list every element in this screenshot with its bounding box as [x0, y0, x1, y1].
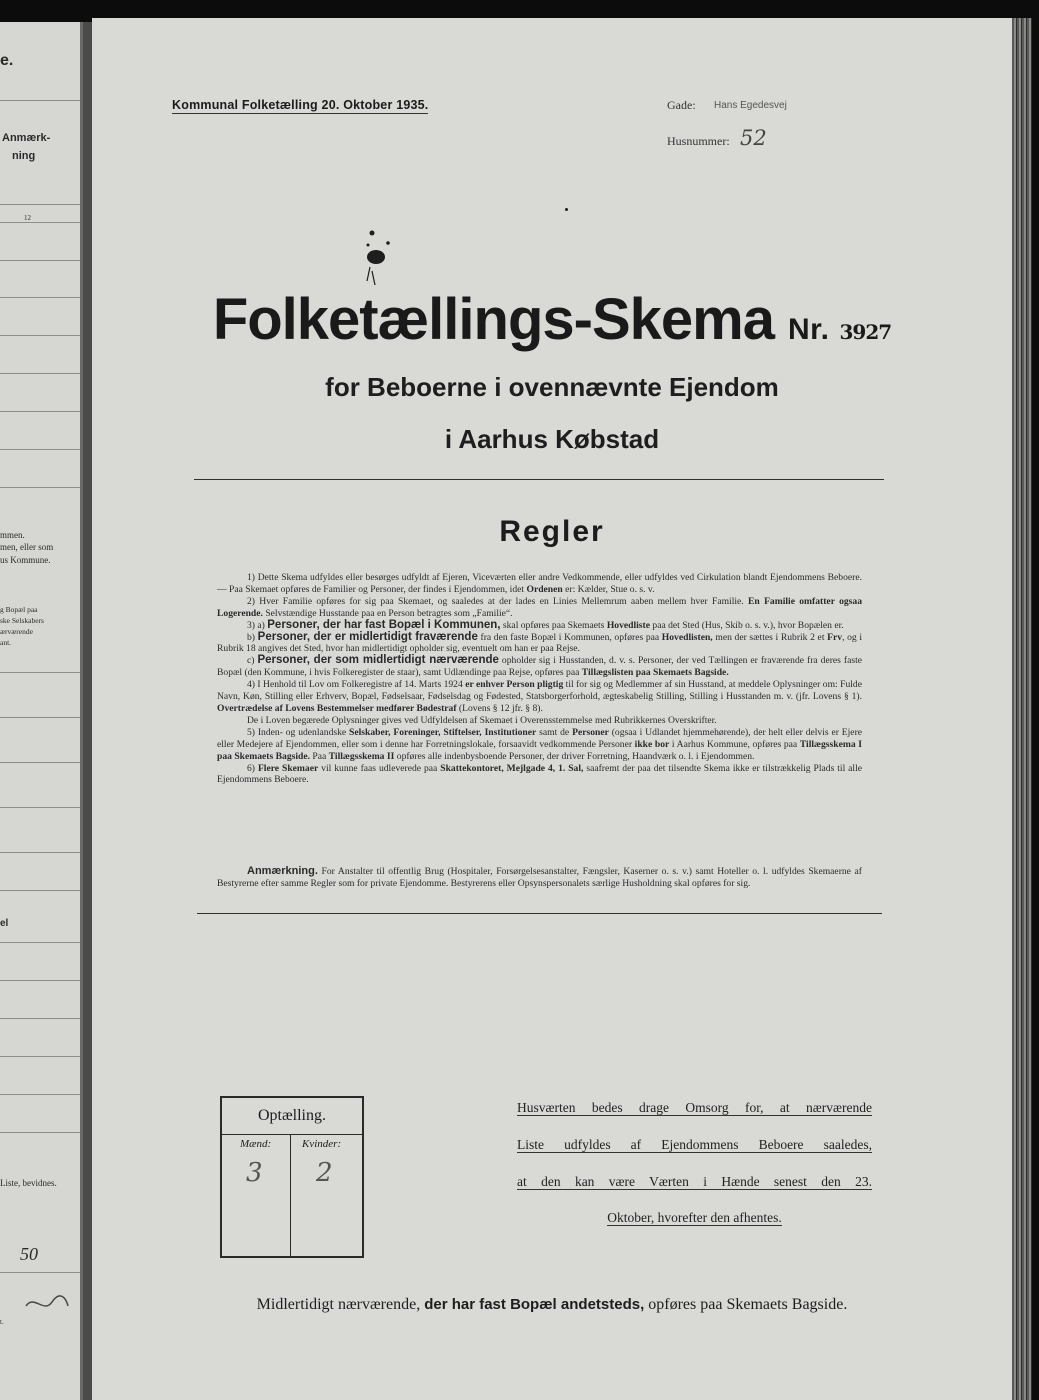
left-rule — [0, 449, 80, 450]
left-fragment-text: ant. — [0, 638, 12, 647]
rule-5: 5) Inden- og udenlandske Selskaber, Foreninger, Stiftelser, Institutioner samt de Personer (ogsaa i Udlandet hjemmehørende), der helt eller delvis er Ejere eller Medejere af Ejendommen, eller som i denne har Forretningslokale, forsaavidt vedkommende Personer ikke bor i Aarhus Kommune, opføres paa Tillægsskema I paa Skemaets Bagside. Paa Tillægsskema II opføres alle indenbysboende Personer, der driver Forretning, Haandværk o. l. i Ejendommen. — [217, 726, 863, 762]
left-fragment-text: men, eller som — [0, 542, 54, 552]
left-fragment-text: us Kommune. — [0, 555, 51, 565]
remark-text: For Anstalter til offentlig Brug (Hospitaler, Forsørgelsesanstalter, Fængsler, Kaserner o. s. v.) samt Hoteller o. l. udfyldes Skemaerne af Bestyrerne efter samme Regler som for private Ejendomme. Bestyrerens eller Opsynspersonalets særlige Husholdning skal opføres for sig. — [217, 866, 862, 889]
men-count: 3 — [246, 1158, 263, 1188]
left-fragment-text: t. — [0, 1318, 4, 1326]
men-label: Mænd: — [240, 1138, 272, 1150]
form-title — [92, 286, 1012, 353]
rules-body — [217, 572, 862, 786]
rule-3a: 3) a) Personer, der har fast Bopæl i Kommunen, skal opføres paa Skemaets Hovedliste paa det Sted (Hus, Skib o. s. v.), hvor Bopælen er. — [247, 618, 844, 631]
left-signature-scribble — [22, 1292, 72, 1316]
left-rule — [0, 1056, 80, 1057]
tally-box — [220, 1096, 364, 1258]
divider-rule — [197, 913, 882, 914]
left-rule — [0, 762, 80, 763]
rule-3b: b) Personer, der er midlertidigt fraværende fra den faste Bopæl i Kommunen, opføres paa Hovedlisten, men der sættes i Rubrik 2 et Frv, og i Rubrik 18 angives det Sted, hvor han midlertidigt opholder sig, eventuelt om han er paa Rejse. — [217, 630, 863, 655]
left-handwritten-number: 50 — [20, 1244, 38, 1264]
left-rule — [0, 100, 80, 101]
left-rule — [0, 717, 80, 718]
house-number-value: 52 — [740, 126, 767, 150]
ink-blot — [362, 223, 402, 289]
left-rule — [0, 335, 80, 336]
footer-instruction: Midlertidigt nærværende, der har fast Bopæl andetsteds, opføres paa Skemaets Bagside. — [256, 1296, 848, 1313]
rules-heading: Regler — [499, 515, 605, 548]
rule-4: 4) I Henhold til Lov om Folkeregistre af 14. Marts 1924 er enhver Person pligtig til for sig og Medlemmer af sin Husstand, at meddele Oplysninger om: Fulde Navn, Køn, Stilling eller Erhverv, Bopæl, Fødselsaar, Fødselsdag og Fødested, Statsborgerforhold, ægteskabelig Stilling, Stilling i Husstanden m. v. (jfr. Lovens § 1). Overtrædelse af Lovens Bestemmelser medfører Bødestraf (Lovens § 12 jfr. § 8). — [217, 679, 862, 714]
rule-1: 1) Dette Skema udfyldes eller besørges udfyldt af Ejeren, Viceværten eller andre Vedkommende, eller udfyldes ved Cirkulation blandt Ejendommens Beboere. — Paa Skemaet opføres de Familier og Personer, der findes i Ejendommen, idet Ordenen er: Kælder, Stue o. s. v. — [217, 572, 862, 595]
left-rule — [0, 1094, 80, 1095]
left-rule — [0, 373, 80, 374]
landlord-notice-line-1: Husværten bedes drage Omsorg for, at nærværende — [517, 1100, 872, 1115]
remark-paragraph — [217, 866, 862, 890]
women-count: 2 — [316, 1158, 333, 1188]
left-fragment-text: el — [0, 918, 9, 929]
left-fragment-text: Anmærk- — [2, 132, 51, 144]
left-fragment-text: 12 — [24, 214, 31, 222]
left-rule — [0, 942, 80, 943]
left-rule — [0, 807, 80, 808]
left-rule — [0, 1132, 80, 1133]
title-main: Folketællings-Skema — [212, 287, 774, 352]
tally-divider — [290, 1135, 291, 1256]
rule-3c: c) Personer, der som midlertidigt nærværende opholder sig i Husstanden, d. v. s. Personer, der ved Tællingen er fraværende fra deres faste Bopæl (den Kommune, i hvis Folkeregister de staar), samt Udlændinge paa Rejse, opføres paa Tillægslisten paa Skemaets Bagside. — [217, 654, 863, 679]
left-fragment-text: mmen. — [0, 530, 25, 540]
left-fragment-text: ske Selskabers — [0, 616, 44, 625]
form-number: 3927 — [839, 320, 892, 344]
street-value: Hans Egedesvej — [714, 100, 787, 111]
left-rule — [0, 260, 80, 261]
form-subtitle-2: i Aarhus Købstad — [444, 424, 660, 454]
remark-lead: Anmærkning. — [247, 865, 318, 877]
left-rule — [0, 980, 80, 981]
ink-dot — [565, 208, 568, 211]
form-subtitle-1: for Beboerne i ovennævnte Ejendom — [325, 372, 779, 402]
census-form-page — [92, 18, 1012, 1400]
left-rule — [0, 297, 80, 298]
binding-gutter — [83, 22, 92, 1400]
left-fragment-text: ning — [12, 150, 36, 162]
left-fragment-text: g Bopæl paa — [0, 605, 38, 614]
left-rule — [0, 411, 80, 412]
tally-title: Optælling. — [222, 1098, 362, 1135]
landlord-notice-line-4: Oktober, hvorefter den afhentes. — [607, 1210, 782, 1225]
rule-6: 6) Flere Skemaer vil kunne faas udleverede paa Skattekontoret, Mejlgade 4, 1. Sal, saafremt der paa det tilsendte Skema ikke er tilstrækkelig Plads til alle Ejendommens Beboere. — [217, 762, 863, 786]
landlord-notice-line-3: at den kan være Værten i Hænde senest den 23. — [517, 1174, 872, 1189]
rule-2: 2) Hver Familie opføres for sig paa Skemaet, og saaledes at der lades en Linies Mellemrum aaben mellem hver Familie. En Familie omfatter ogsaa Logerende. Selvstændige Husstande paa en Person betragtes som „Familie“. — [217, 595, 862, 619]
left-fragment-text: ærværende — [0, 627, 33, 636]
left-rule — [0, 487, 80, 488]
left-fragment-text: e. — [0, 52, 14, 69]
left-rule — [0, 890, 80, 891]
street-label: Gade: — [667, 98, 696, 112]
landlord-notice-line-2: Liste udfyldes af Ejendommens Beboere saaledes, — [517, 1137, 872, 1152]
divider-rule — [194, 479, 884, 480]
left-page-fragment — [0, 22, 83, 1400]
left-rule — [0, 204, 80, 205]
page-stack-edge — [1012, 18, 1032, 1400]
title-nr-label: Nr. — [787, 313, 830, 346]
women-label: Kvinder: — [302, 1138, 342, 1150]
left-rule — [0, 222, 80, 223]
house-number-label: Husnummer: — [667, 134, 730, 148]
rule-4b: De i Loven begærede Oplysninger gives ved Udfyldelsen af Skemaet i Overensstemmelse med Rubrikkernes Overskrifter. — [247, 714, 717, 726]
left-rule — [0, 1272, 80, 1273]
left-fragment-text: Liste, bevidnes. — [0, 1178, 57, 1188]
census-header: Kommunal Folketælling 20. Oktober 1935. — [172, 98, 429, 112]
left-rule — [0, 1018, 80, 1019]
left-rule — [0, 672, 80, 673]
left-rule — [0, 852, 80, 853]
